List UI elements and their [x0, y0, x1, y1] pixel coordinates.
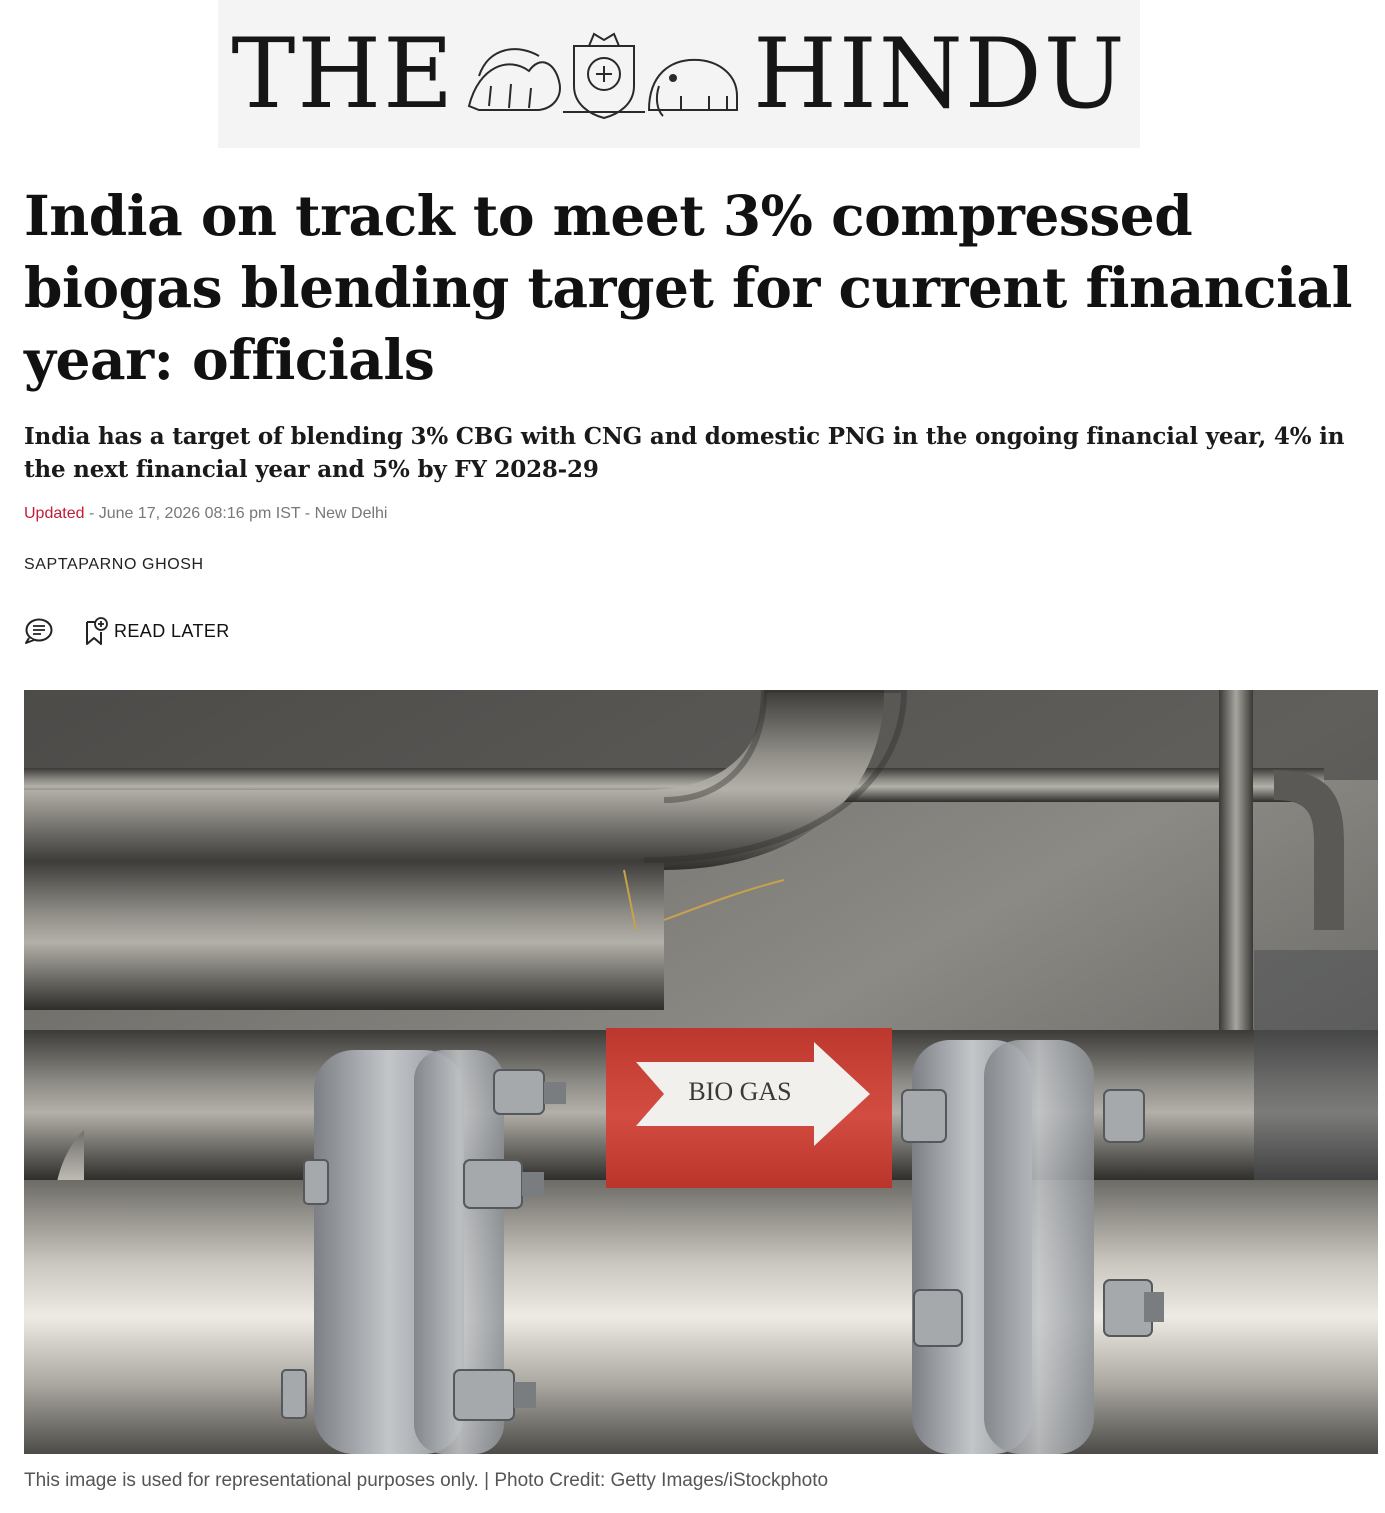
- article-standfirst: India has a target of blending 3% CBG with CNG and domestic PNG in the ongoing financial year, 4% in the next financial year and 5% by FY 2028-29: [24, 423, 1345, 483]
- masthead-word-the: THE: [231, 18, 456, 130]
- pipe-label: BIO GAS: [688, 1077, 792, 1106]
- comment-icon: [24, 617, 54, 645]
- biogas-pipes-photo: [24, 690, 1378, 1454]
- dateline-location: New Delhi: [314, 505, 388, 522]
- article-meta: [24, 505, 387, 523]
- article-headline: India on track to meet 3% compressed biogas blending target for current financial year: officials: [24, 183, 1353, 392]
- masthead-word-hindu: HINDU: [753, 18, 1127, 130]
- meta-separator: -: [84, 505, 99, 522]
- the-hindu-crest-icon: [459, 26, 749, 122]
- image-caption: This image is used for representational purposes only. | Photo Credit: Getty Images/iStockphoto: [24, 1470, 829, 1491]
- lead-image: [24, 690, 1378, 1454]
- comment-button[interactable]: [24, 617, 54, 645]
- masthead[interactable]: [218, 0, 1140, 148]
- publish-date: June 17, 2026 08:16 pm IST: [98, 505, 301, 522]
- updated-label: Updated: [24, 505, 85, 522]
- meta-separator: -: [300, 505, 315, 522]
- read-later-button[interactable]: [84, 616, 230, 646]
- read-later-label: READ LATER: [114, 620, 230, 641]
- article-actions: [24, 614, 230, 648]
- bookmark-add-icon: [84, 616, 108, 646]
- author-byline[interactable]: SAPTAPARNO GHOSH: [24, 556, 204, 573]
